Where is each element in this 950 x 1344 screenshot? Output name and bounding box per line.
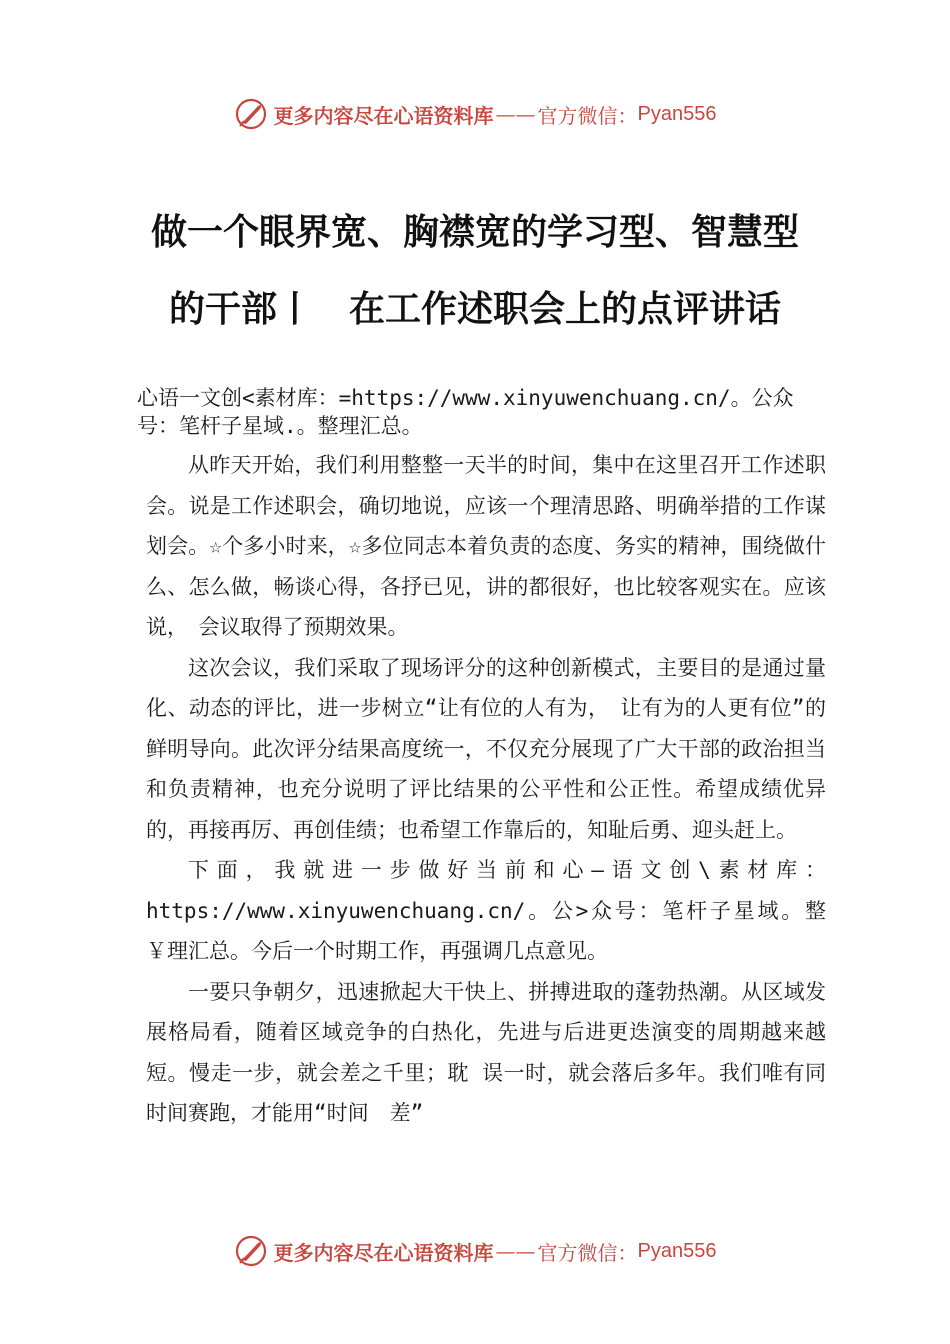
quill-logo-icon: [234, 1234, 268, 1268]
paragraph: 一要只争朝夕，迅速掀起大干快上、拼搏进取的蓬勃热潮。从区域发展格局看，随着区域竞争的白热化，先进与后进更迭演变的周期越来越短。慢走一步，就会差之千里；耽 误一时，就会落后多年。我们唯有同时间赛跑，才能用“时间 差”: [146, 979, 826, 1125]
banner-wechat-label: 官方微信：: [537, 1240, 638, 1265]
source-note: 心语一文创<素材库：=https://www.xinyuwenchuang.cn/。公众号：笔杆子星域.。整理汇总。: [137, 386, 794, 438]
banner-wechat-id: Pyan556: [637, 102, 717, 125]
banner-separator: ——: [495, 102, 536, 126]
document-title-line-1: 做一个眼界宽、胸襟宽的学习型、智慧型: [150, 211, 799, 253]
banner-separator: ——: [495, 1239, 536, 1263]
paragraph: 下面，我就进一步做好当前和心—语文创\素材库：https://www.xinyuwenchuang.cn/。公>众号：笔杆子星域。整￥理汇总。今后一个时期工作，再强调几点意见。: [146, 858, 826, 963]
quill-logo-icon: [234, 97, 268, 131]
banner-brand-text: 更多内容尽在心语资料库: [273, 1240, 494, 1265]
paragraph: 从昨天开始，我们利用整整一天半的时间，集中在这里召开工作述职会。说是工作述职会，确切地说，应该一个理清思路、明确举措的工作谋划会。☆个多小时来，☆多位同志本着负责的态度、务实的精神，围绕做什么、怎么做，畅谈心得，各抒已见，讲的都很好，也比较客观实在。应该说， 会议取得了预期效果。: [146, 453, 826, 639]
paragraph: 这次会议，我们采取了现场评分的这种创新模式，主要目的是通过量化、动态的评比，进一步树立“让有位的人有为， 让有为的人更有位”的鲜明导向。此次评分结果高度统一，不仅充分展现了广大干部的政治担当和负责精神，也充分说明了评比结果的公平性和公正性。希望成绩优异的，再接再厉、再创佳绩；也希望工作靠后的，知耻后勇、迎头赶上。: [146, 655, 826, 842]
banner-wechat-label: 官方微信：: [537, 103, 638, 128]
footer-banner: [0, 1231, 950, 1271]
document-body: [146, 445, 826, 1134]
header-banner: [0, 94, 950, 134]
banner-brand-text: 更多内容尽在心语资料库: [273, 103, 494, 128]
banner-wechat-id: Pyan556: [637, 1239, 717, 1262]
document-title-line-2: 的干部丨 在工作述职会上的点评讲话: [168, 288, 781, 330]
